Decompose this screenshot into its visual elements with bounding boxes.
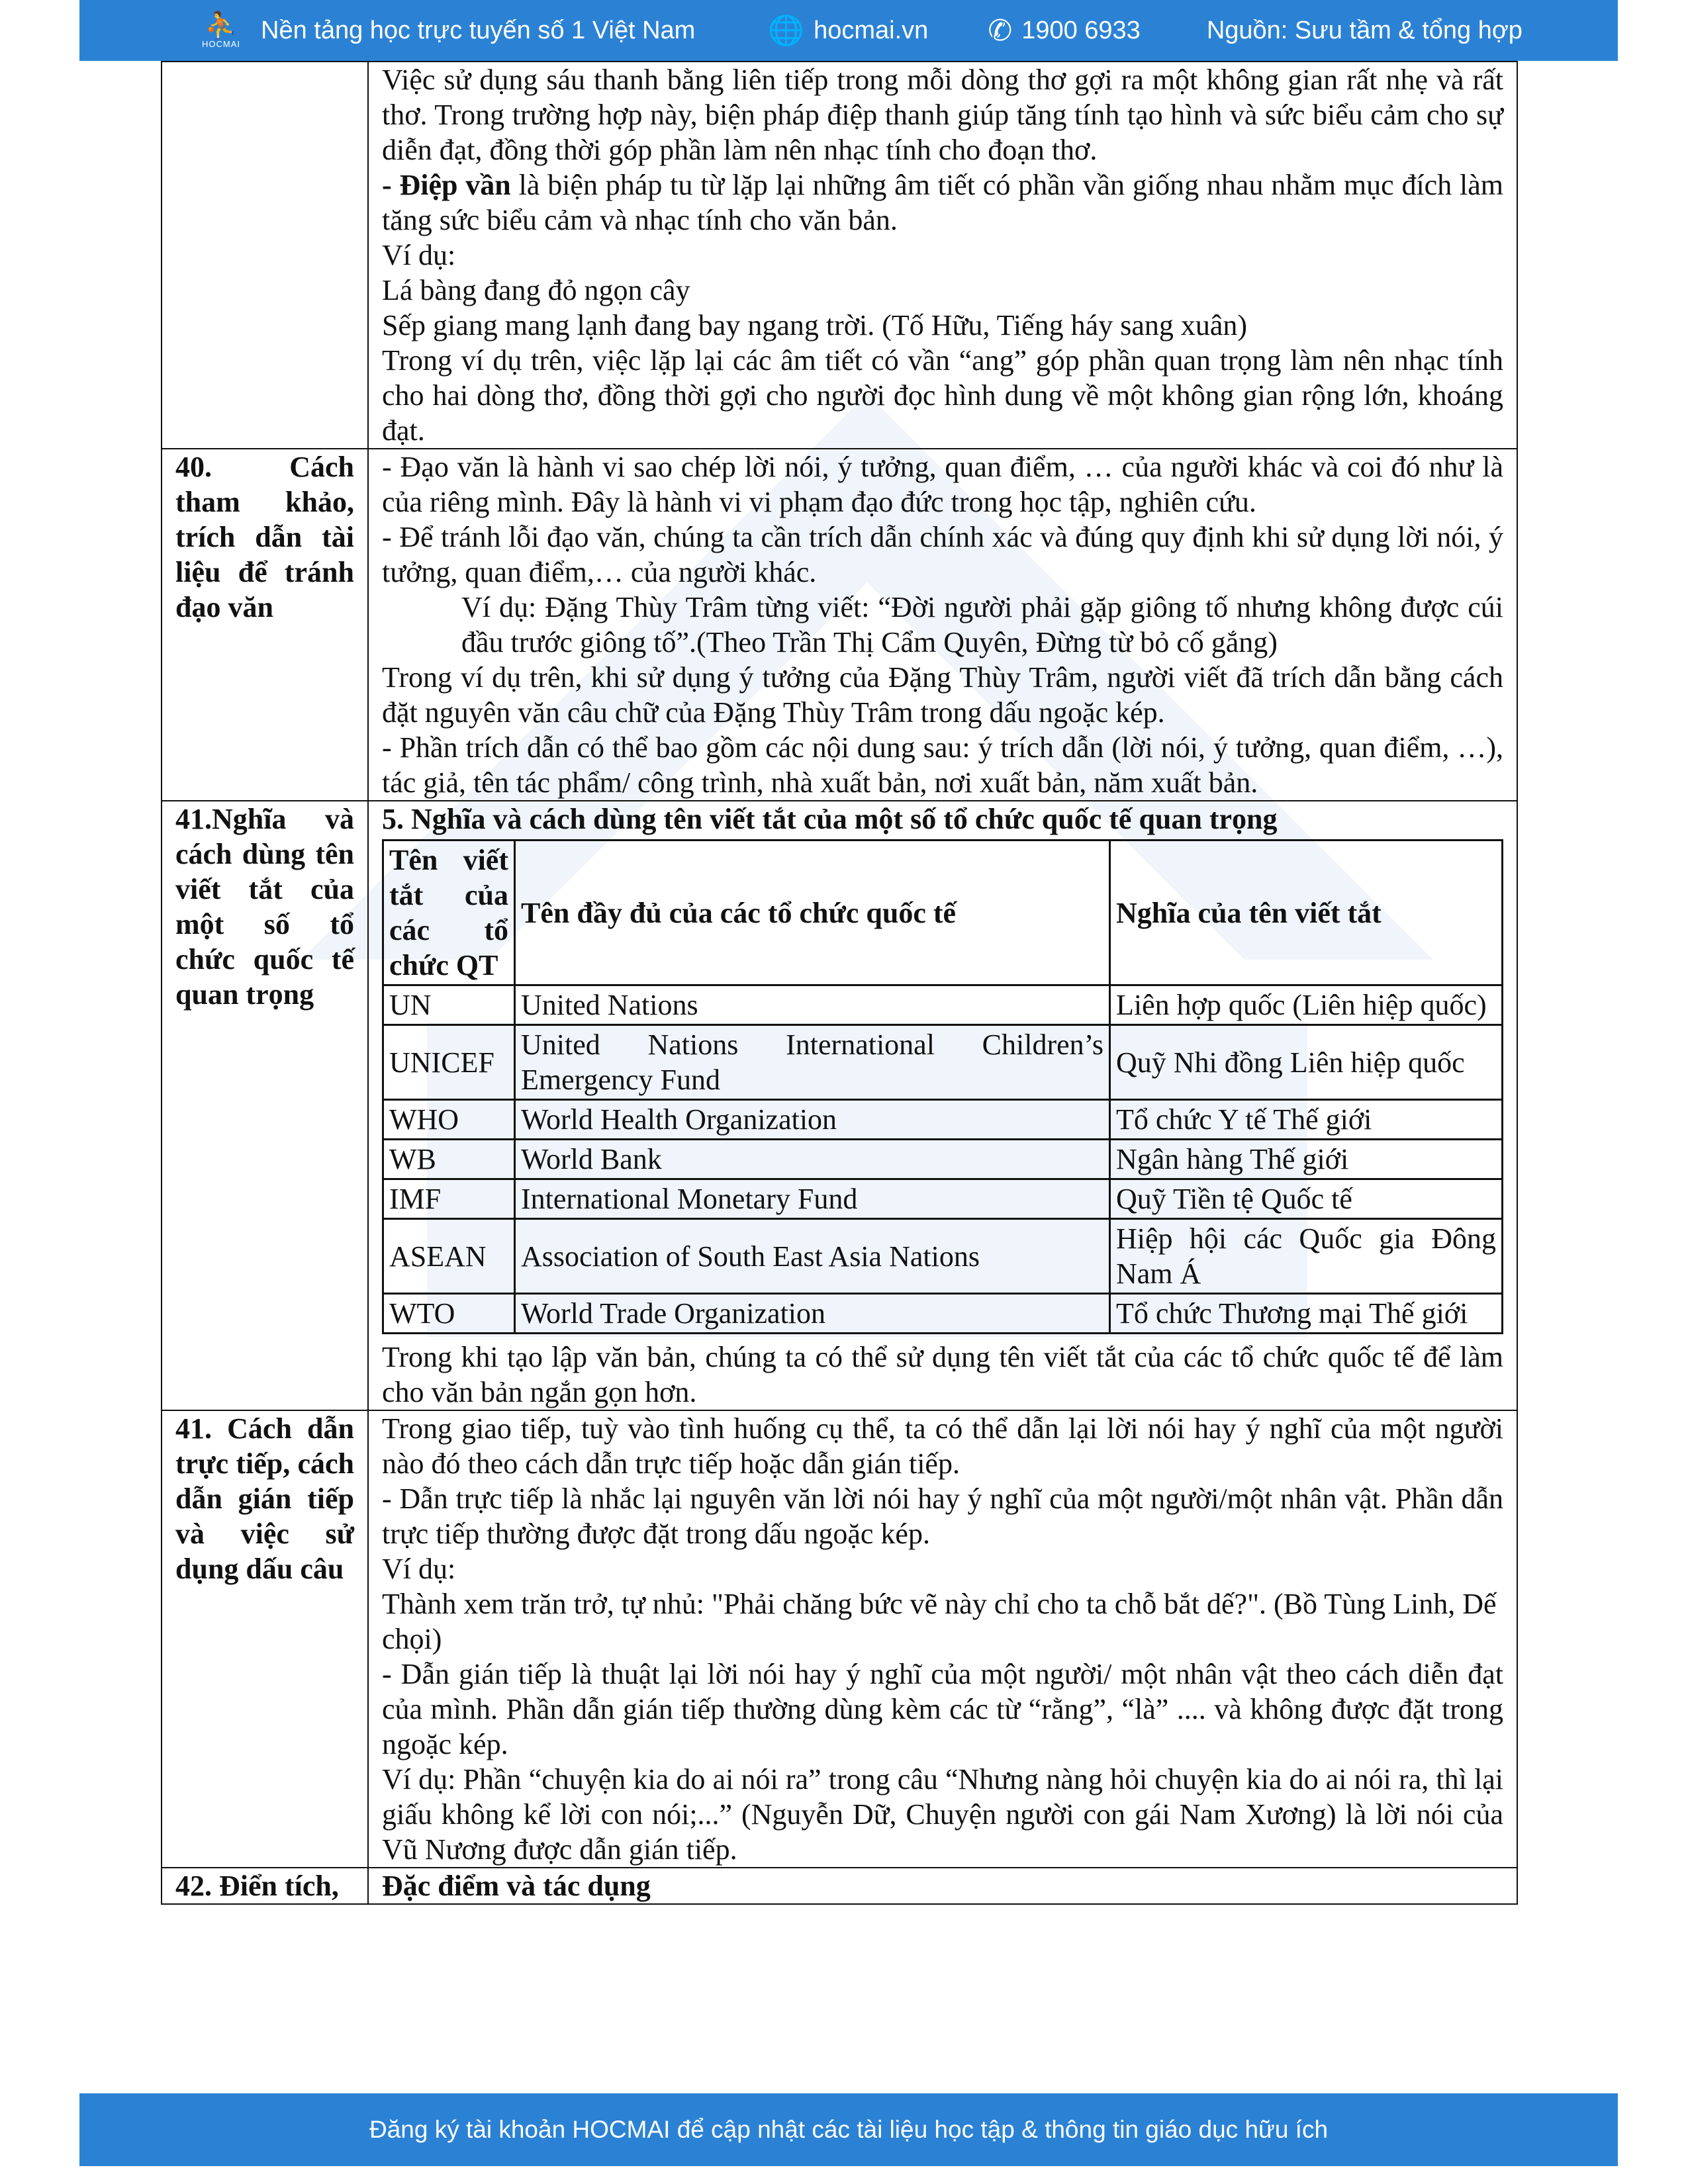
row-content: [368, 801, 1517, 1410]
source-note: Nguồn: Sưu tầm & tổng hợp: [1206, 16, 1523, 44]
table-row: [383, 985, 1503, 1025]
table-row-continuation: [162, 62, 1517, 449]
abbr-cell: IMF: [383, 1179, 515, 1219]
section-heading: 5. Nghĩa và cách dùng tên viết tắt của một số tổ chức quốc tế quan trọng: [382, 803, 1278, 835]
full-name-cell: International Monetary Fund: [515, 1179, 1110, 1219]
meaning-cell: Tổ chức Y tế Thế giới: [1110, 1100, 1503, 1140]
content-table: [161, 61, 1518, 1905]
slogan: Nền tảng học trực tuyến số 1 Việt Nam: [261, 16, 696, 44]
table-row: [383, 1179, 1503, 1219]
phone-link[interactable]: ✆ 1900 6933: [988, 14, 1141, 47]
table-row: [383, 1140, 1503, 1179]
paragraph: Ví dụ:: [382, 1553, 456, 1585]
paragraph: Trong ví dụ trên, việc lặp lại các âm tiết có vần “ang” góp phần quan trọng làm nên nhạc tính cho hai dòng thơ, đồng thời gợi cho người đọc hình dung về một không gian rộng lớn, khoáng đạt.: [382, 344, 1503, 447]
row-title: 41.Nghĩa và cách dùng tên viết tắt của một số tổ chức quốc tế quan trọng: [162, 801, 368, 1410]
row-content: [368, 62, 1517, 449]
table-row-41a: [162, 801, 1517, 1410]
meaning-cell: Tổ chức Thương mại Thế giới: [1110, 1294, 1503, 1334]
paragraph: - Dẫn trực tiếp là nhắc lại nguyên văn lời nói hay ý nghĩ của một người/một nhân vật. Phần dẫn trực tiếp thường được đặt trong dấu ngoặc kép.: [382, 1482, 1503, 1550]
row-content: [368, 449, 1517, 801]
meaning-cell: Liên hợp quốc (Liên hiệp quốc): [1110, 985, 1503, 1025]
paragraph: Việc sử dụng sáu thanh bằng liên tiếp trong mỗi dòng thơ gợi ra một không gian rất nhẹ và rất thơ. Trong trường hợp này, biện pháp điệp thanh giúp tăng tính tạo hình và sức biểu cảm cho sự diễn đạt, đồng thời góp phần làm nên nhạc tính cho đoạn thơ.: [382, 64, 1503, 166]
meaning-cell: Quỹ Tiền tệ Quốc tế: [1110, 1179, 1503, 1219]
abbr-cell: ASEAN: [383, 1219, 515, 1294]
paragraph: Trong ví dụ trên, khi sử dụng ý tưởng của Đặng Thùy Trâm, người viết đã trích dẫn bằng cách đặt nguyên văn câu chữ của Đặng Thùy Trâm trong dấu ngoặc kép.: [382, 661, 1503, 729]
globe-icon: 🌐: [768, 15, 805, 47]
paragraph: Trong khi tạo lập văn bản, chúng ta có thể sử dụng tên viết tắt của các tổ chức quốc tế để làm cho văn bản ngắn gọn hơn.: [382, 1341, 1503, 1408]
row-title: 41. Cách dẫn trực tiếp, cách dẫn gián tiếp và việc sử dụng dấu câu: [162, 1410, 368, 1868]
column-header: Tên viết tắt của các tổ chức QT: [383, 841, 515, 985]
full-name-cell: World Trade Organization: [515, 1294, 1110, 1334]
footer-text: Đăng ký tài khoản HOCMAI để cập nhật các tài liệu học tập & thông tin giáo dục hữu ích: [369, 2116, 1329, 2143]
row-title-empty: [162, 62, 368, 449]
abbr-cell: UN: [383, 985, 515, 1025]
column-header: Nghĩa của tên viết tắt: [1110, 841, 1503, 985]
full-name-cell: United Nations International Children’s Emergency Fund: [515, 1025, 1110, 1100]
meaning-cell: Ngân hàng Thế giới: [1110, 1140, 1503, 1179]
phone-icon: ✆: [988, 14, 1013, 47]
abbreviation-table: [382, 839, 1503, 1334]
paragraph: - Phần trích dẫn có thể bao gồm các nội dung sau: ý trích dẫn (lời nói, ý tưởng, quan điểm, …), tác giả, tên tác phẩm/ công trình, nhà xuất bản, nơi xuất bản, năm xuất bản.: [382, 731, 1503, 799]
header-bar: [79, 0, 1618, 61]
table-row: [383, 1219, 1503, 1294]
full-name-cell: United Nations: [515, 985, 1110, 1025]
row-title: 40. Cách tham khảo, trích dẫn tài liệu để tránh đạo văn: [162, 449, 368, 801]
abbr-cell: UNICEF: [383, 1025, 515, 1100]
hocmai-logo[interactable]: [193, 3, 249, 58]
paragraph: Sếp giang mang lạnh đang bay ngang trời. (Tố Hữu, Tiếng háy sang xuân): [382, 309, 1248, 341]
column-header: Tên đầy đủ của các tổ chức quốc tế: [515, 841, 1110, 985]
paragraph: - Dẫn gián tiếp là thuật lại lời nói hay ý nghĩ của một người/ một nhân vật theo cách diễn đạt của mình. Phần dẫn gián tiếp thường dùng kèm các từ “rằng”, “là” .... và không được đặt trong ngoặc kép.: [382, 1658, 1503, 1760]
table-row: [383, 1025, 1503, 1100]
paragraph: - Đạo văn là hành vi sao chép lời nói, ý tưởng, quan điểm, … của người khác và coi đó như là của riêng mình. Đây là hành vi vi phạm đạo đức trong học tập, nghiên cứu.: [382, 451, 1503, 518]
website-link[interactable]: 🌐 hocmai.vn: [768, 15, 929, 47]
table-row: [383, 1100, 1503, 1140]
abbr-cell: WB: [383, 1140, 515, 1179]
abbr-cell: WHO: [383, 1100, 515, 1140]
full-name-cell: World Bank: [515, 1140, 1110, 1179]
paragraph: Trong giao tiếp, tuỳ vào tình huống cụ thể, ta có thể dẫn lại lời nói hay ý nghĩ của một người nào đó theo cách dẫn trực tiếp hoặc dẫn gián tiếp.: [382, 1412, 1503, 1480]
footer-bar[interactable]: [79, 2093, 1618, 2166]
logo-text: HOCMAI: [202, 38, 240, 49]
row-title: 42. Điển tích,: [162, 1868, 368, 1904]
table-row-40: [162, 449, 1517, 801]
meaning-cell: Hiệp hội các Quốc gia Đông Nam Á: [1110, 1219, 1503, 1294]
row-content: Đặc điểm và tác dụng: [368, 1868, 1517, 1904]
abbr-cell: WTO: [383, 1294, 515, 1334]
abbreviation-table-header: [383, 841, 1503, 985]
row-content: [368, 1410, 1517, 1868]
paragraph: - Điệp vần là biện pháp tu từ lặp lại những âm tiết có phần vần giống nhau nhằm mục đích làm tăng sức biểu cảm và nhạc tính cho văn bản.: [382, 169, 1504, 236]
full-name-cell: World Health Organization: [515, 1100, 1110, 1140]
full-name-cell: Association of South East Asia Nations: [515, 1219, 1110, 1294]
paragraph: Ví dụ: Đặng Thùy Trâm từng viết: “Đời người phải gặp giông tố nhưng không được cúi đầu trước giông tố”.(Theo Trần Thị Cẩm Quyên, Đừng từ bỏ cố gắng): [461, 591, 1503, 659]
table-row: [383, 1294, 1503, 1334]
paragraph: Thành xem trăn trở, tự nhủ: "Phải chăng bức vẽ này chỉ cho ta chỗ bắt dế?". (Bồ Tùng Linh, Dế chọi): [382, 1588, 1497, 1655]
logo-figures-icon: ⛹: [205, 11, 238, 40]
table-row-42: [162, 1868, 1517, 1904]
paragraph: Ví dụ: Phần “chuyện kia do ai nói ra” trong câu “Nhưng nàng hỏi chuyện kia do ai nói ra, thì lại giấu không kể lời con nói;...” (Nguyễn Dữ, Chuyện người con gái Nam Xương) là lời nói của Vũ Nương được dẫn gián tiếp.: [382, 1763, 1503, 1866]
paragraph: Ví dụ:: [382, 239, 456, 271]
meaning-cell: Quỹ Nhi đồng Liên hiệp quốc: [1110, 1025, 1503, 1100]
paragraph: Lá bàng đang đỏ ngọn cây: [382, 274, 690, 306]
table-row-41b: [162, 1410, 1517, 1868]
paragraph: - Để tránh lỗi đạo văn, chúng ta cần trích dẫn chính xác và đúng quy định khi sử dụng lời nói, ý tưởng, quan điểm,… của người khác.: [382, 521, 1503, 588]
